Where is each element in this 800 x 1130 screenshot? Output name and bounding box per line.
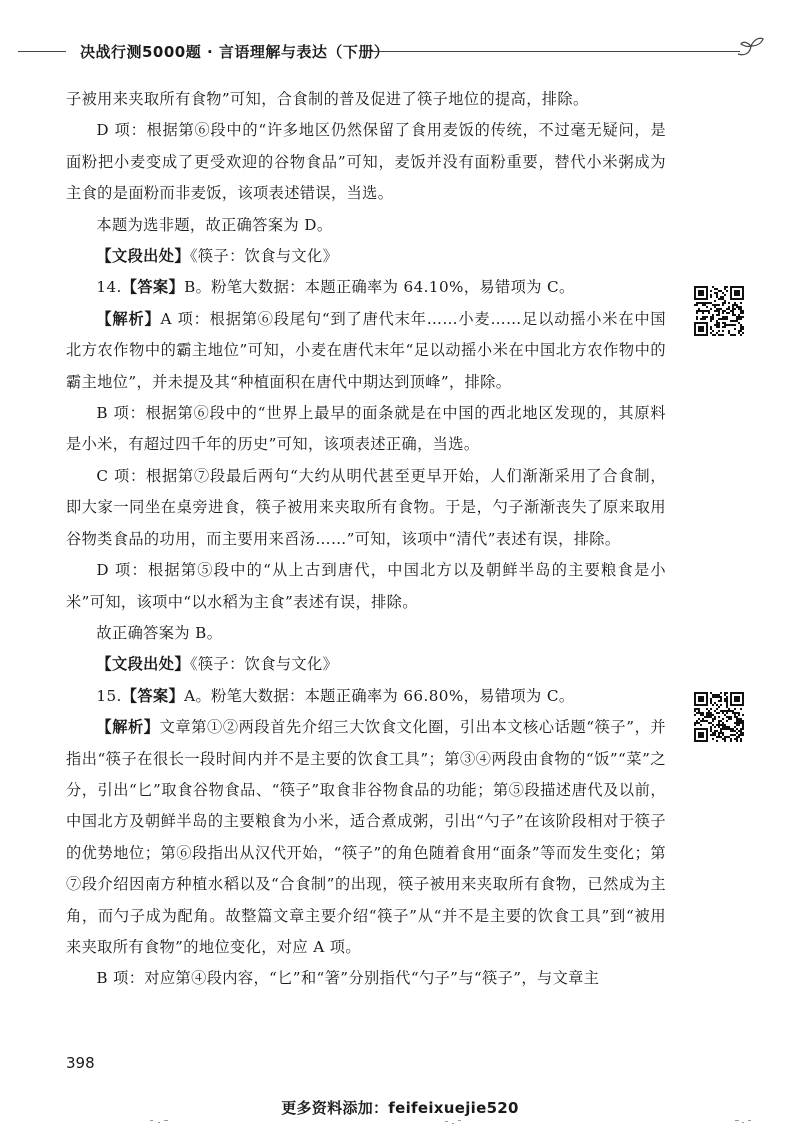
analysis-tag: 【解析】 bbox=[96, 718, 160, 737]
paragraph: 本题为选非题，故正确答案为 D。 bbox=[96, 215, 333, 234]
source-line: 【文段出处】《筷子：饮食与文化》 bbox=[96, 247, 339, 266]
paragraph: C 项：根据第⑦段最后两句“大约从明代甚至更早开始，人们渐渐采用了合食制，即大家一同坐在桌旁进食，筷子被用来夹取所有食物。于是，勺子渐渐丧失了原来取用谷物类食品的功用，而主要用来舀汤……”可知，该项中“清代”表述有误，排除。 bbox=[66, 466, 666, 548]
answer-tag: 【答案】 bbox=[121, 278, 185, 297]
book-title: 决战行测5000题 · 言语理解与表达（下册） bbox=[80, 43, 390, 61]
source-tag: 【文段出处】 bbox=[96, 247, 190, 266]
answer-tag: 【答案】 bbox=[121, 686, 185, 705]
paragraph: 子被用来夹取所有食物”可知，合食制的普及促进了筷子地位的提高，排除。 bbox=[66, 90, 589, 108]
analysis-paragraph: 【解析】文章第①②两段首先介绍三大饮食文化圈，引出本文核心话题“筷子”，并指出“筷子在很长一段时间内并不是主要的饮食工具”；第③④两段由食物的“饭”“菜”之分，引出“匕”取食谷物食品、“筷子”取食非谷物食品的功能；第⑤段描述唐代及以前，中国北方及朝鲜半岛的主要粮食为小米，适合煮成粥，引出“勺子”在该阶段相对于筷子的优势地位；第⑥段指出从汉代开始，“筷子”的角色随着食用“面条”等而发生变化；第⑦段介绍因南方种植水稻以及“合食制”的出现，筷子被用来夹取所有食物，已然成为主角，而勺子成为配角。故整篇文章主要介绍“筷子”从“并不是主要的饮食工具”到“被用来夹取所有食物”的地位变化，对应 A 项。 bbox=[66, 718, 666, 956]
footer-note: 更多资料添加：feifeixuejie520 bbox=[281, 1099, 519, 1117]
page-number: 398 bbox=[66, 1054, 95, 1072]
analysis-tag: 【解析】 bbox=[96, 309, 161, 328]
qr-code-icon[interactable] bbox=[694, 286, 744, 336]
running-header bbox=[18, 38, 758, 66]
header-rule-right bbox=[370, 51, 740, 52]
qr-code-icon[interactable] bbox=[694, 692, 744, 742]
answer-line-15: 15.【答案】A。粉笔大数据：本题正确率为 66.80%，易错项为 C。 bbox=[96, 686, 575, 705]
analysis-paragraph: 【解析】A 项：根据第⑥段尾句“到了唐代末年……小麦……足以动摇小米在中国北方农作物中的霸主地位”可知，小麦在唐代末年“足以动摇小米在中国北方农作物中的霸主地位”，并未提及其“种植面积在唐代中期达到顶峰”，排除。 bbox=[66, 309, 666, 391]
sprout-icon bbox=[734, 32, 768, 62]
paragraph: D 项：根据第⑤段中的“从上古到唐代，中国北方以及朝鲜半岛的主要粮食是小米”可知，该项中“以水稻为主食”表述有误，排除。 bbox=[66, 561, 666, 611]
source-line: 【文段出处】《筷子：饮食与文化》 bbox=[96, 655, 339, 674]
header-rule-left bbox=[18, 51, 66, 52]
scan-specks bbox=[0, 1118, 800, 1128]
paragraph: B 项：对应第④段内容，“匕”和“箸”分别指代“勺子”与“筷子”，与文章主 bbox=[96, 969, 600, 988]
paragraph: D 项：根据第⑥段中的“许多地区仍然保留了食用麦饭的传统，不过毫无疑问，是面粉把小麦变成了更受欢迎的谷物食品”可知，麦饭并没有面粉重要，替代小米粥成为主食的是面粉而非麦饭，该项表述错误，当选。 bbox=[66, 121, 666, 203]
paragraph: B 项：根据第⑥段中的“世界上最早的面条就是在中国的西北地区发现的，其原料是小米，有超过四千年的历史”可知，该项表述正确，当选。 bbox=[66, 404, 666, 454]
answer-line-14: 14.【答案】B。粉笔大数据：本题正确率为 64.10%，易错项为 C。 bbox=[96, 278, 575, 297]
paragraph: 故正确答案为 B。 bbox=[96, 623, 223, 642]
answer-explanations bbox=[66, 84, 666, 995]
source-tag: 【文段出处】 bbox=[96, 655, 190, 674]
